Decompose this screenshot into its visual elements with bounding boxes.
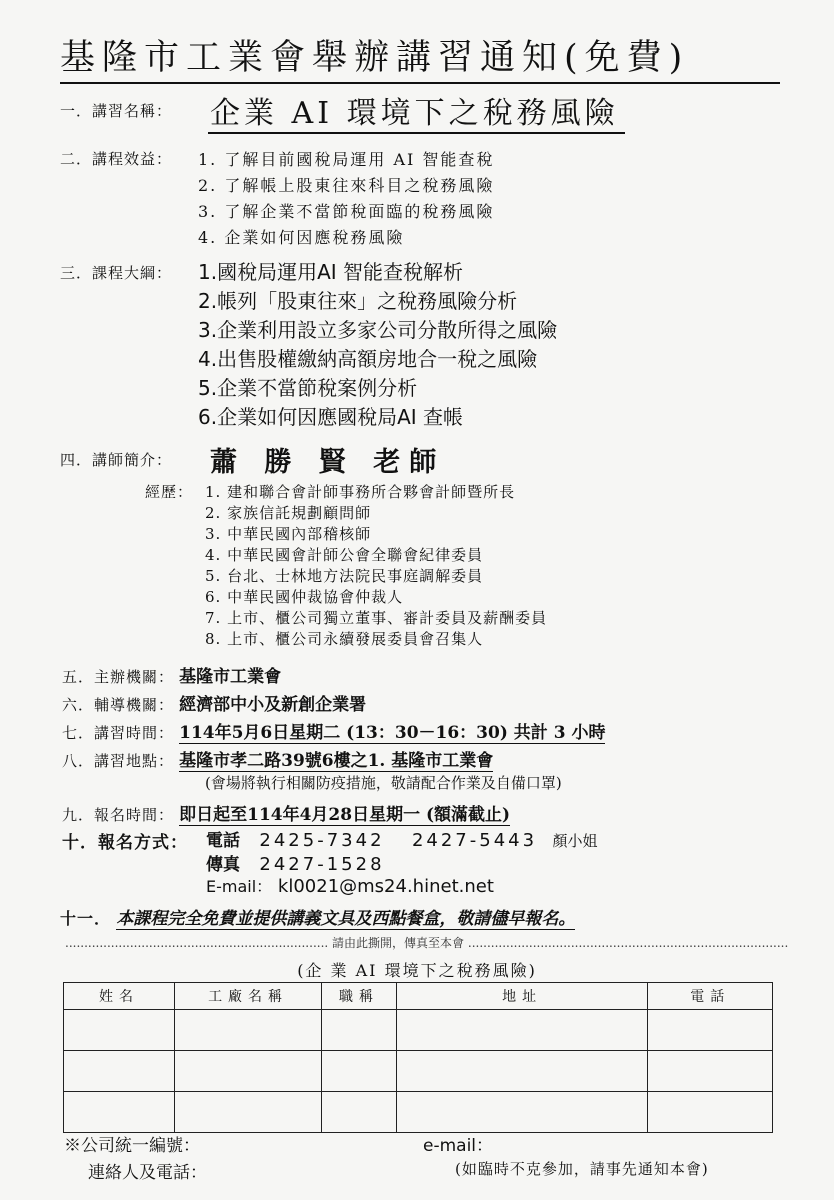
outline-item: 2.帳列「股東往來」之稅務風險分析 [198, 289, 518, 313]
free-note-text: 本課程完全免費並提供講義文具及西點餐盒，敬請儘早報名。 [116, 909, 576, 929]
outline-label-row [60, 262, 172, 283]
time-value: 114年5月6日星期二 (13：30－16：30) 共計 3 小時 [179, 723, 606, 743]
phone-cell[interactable] [648, 1010, 773, 1051]
time-row [62, 718, 605, 743]
benefits-label: 二．講程效益： [60, 150, 173, 168]
name-cell[interactable] [64, 1051, 175, 1092]
experience-item: 4. 中華民國會計師公會全聯會紀律委員 [205, 546, 484, 564]
phone-label: 電話 [206, 831, 240, 851]
advisor-label: 六．輔導機關： [62, 696, 175, 714]
benefit-item: 2. 了解帳上股東往來科目之稅務風險 [198, 176, 495, 195]
page-title: 基隆市工業會舉辦講習通知(免費) [60, 30, 780, 84]
email-line [206, 874, 494, 897]
experience-item: 5. 台北、士林地方法院民事庭調解委員 [205, 567, 484, 585]
address-cell[interactable] [396, 1051, 648, 1092]
name-cell[interactable] [64, 1010, 175, 1051]
form-title: (企 業 AI 環境下之稅務風險) [297, 961, 537, 980]
course-label-row [60, 100, 172, 121]
registration-method-label: 十．報名方式： [62, 833, 188, 853]
phone-cell[interactable] [648, 1051, 773, 1092]
registration-time-label: 九．報名時間： [62, 806, 175, 824]
factory-cell[interactable] [174, 1051, 321, 1092]
experience-item: 1. 建和聯合會計師事務所合夥會計師暨所長 [205, 483, 516, 501]
outline-item: 1.國稅局運用AI 智能查稅解析 [198, 260, 464, 284]
phone-line [206, 826, 597, 851]
venue-note: (會場將執行相關防疫措施，敬請配合作業及自備口罩) [205, 774, 562, 792]
benefit-item: 4. 企業如何因應稅務風險 [198, 228, 405, 247]
tear-dots-left: ..................................................................... [65, 936, 329, 950]
venue-row [62, 746, 493, 771]
course-name: 企業 AI 環境下之稅務風險 [208, 88, 625, 134]
title-cell[interactable] [322, 1010, 397, 1051]
outline-item: 5.企業不當節稅案例分析 [198, 376, 418, 400]
contact-person: 顏小姐 [552, 832, 598, 850]
benefit-item: 3. 了解企業不當節稅面臨的稅務風險 [198, 202, 495, 221]
email-address: kl0021@ms24.hinet.net [277, 876, 494, 897]
tax-id-label: ※公司統一編號： [64, 1136, 200, 1156]
registration-method-row [62, 828, 188, 853]
title-cell[interactable] [322, 1092, 397, 1133]
table-header-row [64, 983, 773, 1010]
registration-table [63, 982, 773, 1133]
header-name: 姓名 [64, 983, 175, 1010]
experience-item: 3. 中華民國內部稽核師 [205, 525, 372, 543]
header-phone: 電話 [648, 983, 773, 1010]
benefit-item: 1. 了解目前國稅局運用 AI 智能查稅 [198, 150, 495, 169]
fax-number: 2427-1528 [259, 854, 385, 875]
advisor-value: 經濟部中小及新創企業署 [179, 695, 367, 715]
outline-item: 6.企業如何因應國稅局AI 查帳 [198, 405, 464, 429]
outline-item: 3.企業利用設立多家公司分散所得之風險 [198, 318, 558, 342]
table-row [64, 1092, 773, 1133]
tear-dots-right: .................................................................................... [467, 936, 789, 950]
header-factory: 工廠名稱 [174, 983, 321, 1010]
tear-line-text: 請由此撕開，傳真至本會 [332, 936, 465, 950]
organizer-row [62, 662, 281, 687]
footer-email-label: e-mail： [423, 1136, 494, 1156]
header-title: 職稱 [322, 983, 397, 1010]
email-label: E-mail： [206, 877, 273, 896]
lecturer-label: 四．講師簡介： [60, 451, 173, 469]
venue-label: 八．講習地點： [62, 752, 175, 770]
table-row [64, 1051, 773, 1092]
experience-label-row [145, 481, 193, 502]
venue-value: 基隆市孝二路39號6樓之1. 基隆市工業會 [179, 751, 494, 771]
fax-label: 傳真 [206, 855, 240, 875]
absence-note: (如臨時不克參加，請事先通知本會) [455, 1160, 709, 1178]
time-label: 七．講習時間： [62, 724, 175, 742]
experience-item: 8. 上市、櫃公司永續發展委員會召集人 [205, 630, 484, 648]
experience-item: 7. 上市、櫃公司獨立董事、審計委員及薪酬委員 [205, 609, 548, 627]
course-label: 一．講習名稱： [60, 102, 173, 120]
lecturer-label-row [60, 449, 172, 470]
organizer-value: 基隆市工業會 [179, 667, 282, 687]
free-note-label: 十一． [60, 909, 112, 928]
contact-label: 連絡人及電話： [88, 1163, 207, 1183]
phone-number-1: 2425-7342 [259, 830, 385, 851]
address-cell[interactable] [396, 1010, 648, 1051]
name-cell[interactable] [64, 1092, 175, 1133]
experience-item: 6. 中華民國仲裁協會仲裁人 [205, 588, 404, 606]
header-address: 地址 [396, 983, 648, 1010]
title-cell[interactable] [322, 1051, 397, 1092]
outline-item: 4.出售股權繳納高額房地合一稅之風險 [198, 347, 538, 371]
advisor-row [62, 690, 366, 715]
factory-cell[interactable] [174, 1092, 321, 1133]
registration-time-value: 即日起至114年4月28日星期一 (額滿截止) [179, 805, 511, 825]
free-note [60, 904, 575, 929]
phone-number-2: 2427-5443 [411, 830, 538, 851]
table-row [64, 1010, 773, 1051]
factory-cell[interactable] [174, 1010, 321, 1051]
fax-line [206, 850, 385, 875]
tear-line [65, 934, 789, 951]
address-cell[interactable] [396, 1092, 648, 1133]
lecturer-name: 蕭 勝 賢 老師 [210, 447, 446, 478]
experience-label: 經歷： [145, 483, 194, 501]
benefits-label-row [60, 148, 172, 169]
phone-cell[interactable] [648, 1092, 773, 1133]
organizer-label: 五．主辦機關： [62, 668, 175, 686]
outline-label: 三．課程大綱： [60, 264, 173, 282]
experience-item: 2. 家族信託規劃顧問師 [205, 504, 372, 522]
registration-time-row [62, 800, 510, 825]
